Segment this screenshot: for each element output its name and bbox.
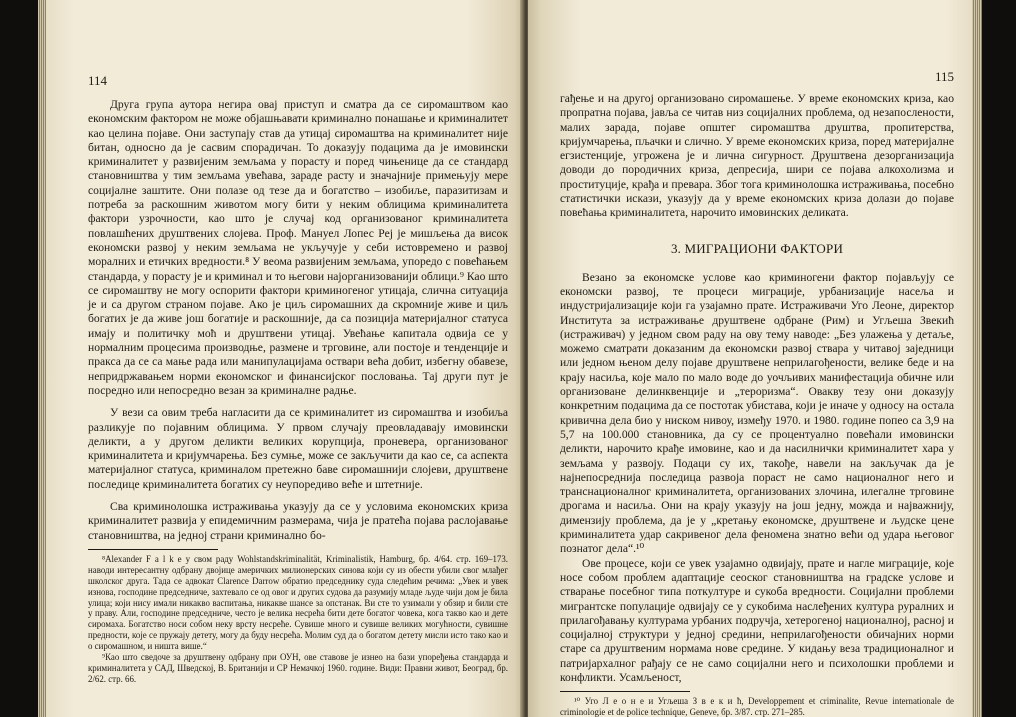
body-paragraph: гађење и на другој организовано сиромашење. У време економских криза, као пропратна појава, јавља се читав низ социјалних проблема, од незапослености, малих зарада, појаве општег сиромаштва друштва, пропитерства, кријумчарења, пљачки и слично. У време економских криза, поред материјалне егзистенције, угрожена је и лична сигурност. Друштвена дезорганизација доводи до породичних криза, депресија, шири се појава алкохолизма и проституције, крађа и превара. Због тога криминолошка истраживања, посебно статистички искази, указују да у време економских криза долази до појаве повећања криминалитета, нарочито имовинских деликата.: [560, 92, 954, 220]
footnote: ¹⁰ Уго Л е о н е и Угљеша З в е к и ћ, Developpement et criminalite, Revue internationale de criminologie et de police technique, Geneve, бр. 3/87. стр. 271–285.: [560, 696, 954, 717]
footnote-rule: [88, 549, 218, 550]
left-page: [46, 0, 524, 717]
body-paragraph: Везано за економске услове као криминогени фактор појављују се економски развој, те процеси миграције, урбанизације насеља и индустријализације који га узајамно прате. Истраживачи Уго Леоне, директор Института за истраживање друштвене одбране (Рим) и Угљеша Звекић (истраживач) у једном свом раду на ову тему наводе: „Без улажења у детаље, можемо сматрати доказаним да економски развој ствара у читавој заједници или једном њеном делу појаве друштвене неприлагођености, велике беде и на крају насиља, које мало по мало воде до уочљивих манифестација обичне или организоване делинквенције и „тероризма“. Овакву тезу они доказују конкретним подацима да се постотак убистава, који је иначе у односу на остала кривична дела био у ниском нивоу, између 1970. и 1980. године попео са 3,9 на 5,7 на 100.000 становника, да су се процентуално повећали имовински деликти, нарочито крађе имовине, као и да насилнички криминалитет хара у земљама у развоју. Подаци су их, такође, навели на закључак да је најнепосреднија последица развоја пораст не само националног него и транснационалног криминалитета, организованих злочина, илегалне трговине дрогама и насиља. Они на крају указују на још једну, можда и најважнију, димензију проблема, да је у „кретању економске, друштвене и људске цене криминалитета удар сакривеног дела феномена знатно већи од удара његовог познатог дела“.¹⁰: [560, 270, 954, 556]
footnote-rule: [560, 691, 690, 692]
footnote: ⁹Као што сведоче за друштвену одбрану при ОУН, ове ставове је изнео на бази упоређења стандарда и криминалитета у САД, Шведској, В. Британији и СР Немачкој 1960. године. Види: Правни живот, Београд, бр. 2/62. стр. 66.: [88, 652, 508, 684]
page-edges-right: [972, 0, 982, 717]
page-number: 115: [934, 69, 954, 84]
body-paragraph: Ове процесе, који се увек узајамно одвијају, прате и нагле миграције, које носе собом проблем адаптације сеоског становништва на градске услове и стварање посебног типа поткултуре и сукоба вредности. Социјални проблеми мигрантске популације одвијају се у сукобима наслеђених култура руралних и прилагођавању културама урбаних подручја, хетерогеној националној, расној и социјалној структури у једној средини, неприлагођености обичајних норми старе са друштвеним нормама нове средине. У кидању веза традиционалног и патријархалног рађају се не само социјални него и психолошки проблеми и конфликти. Усамљеност,: [560, 556, 954, 684]
page-edges-left: [38, 0, 46, 717]
footnote: ⁸Alexander F a l k e у свом раду Wohlstandskriminalität, Kriminalistik, Hamburg, бр. 4/64. стр. 169–173. наводи интересантну одбрану двојице америчких милионерских синова који су из обести убили свог млађег школског друга. Тада се адвокат Clarence Darrow обратио председнику суда следећим речима: „Увек и увек изнова, господине председниче, захтевало се од овог и других судова да разумију младе људе чији дом је била улица; који нису имали никакво васпитања, никакве шансе за опстанак. Ви сте то узимали у обзир и били сте у праву. Али, господине председниче, често је велика несрећа бити дете богатог човека, кога такво као и дете сиромаха. Богатство носи собом неку врсту несреће. Сувише много и сувише великих могућности, сувишне предности, које се пружају детету, могу да буду несрећа. Молим суд да о богатом детету мисли исто тако као и о сиромашном, и ништа више.“: [88, 553, 508, 652]
page-number: 114: [88, 73, 108, 88]
right-page: [528, 0, 972, 717]
body-paragraph: У вези са овим треба нагласити да се криминалитет из сиромаштва и изобиља разликује по појавним облицима. У првом случају преовладавају имовински деликти, а у другом деликти великих корупција, проневера, организованог криминалитета и кријумчарења. Без сумње, може се закључити да као се, са аспекта материјалног статуса, криминалом претежно баве сиромашнији слојеви, друштвене последице криминалитета богатих су неупоредиво веће и штетније.: [88, 406, 508, 491]
section-heading: 3. МИГРАЦИОНИ ФАКТОРИ: [670, 240, 844, 256]
body-paragraph: Друга група аутора негира овај приступ и сматра да се сиромаштвом као економским фактором не може објашњавати криминално понашање и криминалитет као целина појаве. Они заступају став да утицај сиромаштва на криминалитет није битан, односно да је сасвим спорадичан. То доказују подацима да је имовински криминалитет у развијеним земљама у порасту и поред чињенице да се стандард становништва у тим земљама увећава, зараде расту и значајније примењују мере социјалне заштите. Они полазе од тезе да и богатство – изобиље, паразитизам и потреба за раскошним животом могу бити у неким облицима криминалитета фактори узрочности, као што је случај код организованог криминалитета повлашћених друштвених слојева. Проф. Мануел Лопес Реј је мишљења да висок економски развој у неким земљама не укључује у себи истовремено и развој моралних и етичких вредности.⁸ У веома развијеним земљама, упоредо с повећањем стандарда, у порасту је и криминал и то његови најорганизованији облици.⁹ Као што се сиромаштву не могу оспорити фактори криминогеног утицаја, слична ситуација је и са другом страном појаве. Ако је циљ сиромашних да скромније живе и циљ богатих је да живе још богатије и раскошније, да са позиција материјалног статуса имају и политичку моћ и друштвени утицај. Увећање капитала одвија се у нормалним процесима производње, размене и трговине, али постоје и тенденције и пракса да се са мање рада или манипулацијама оствари већа добит, избегну обавезе, непридржавањем норми економског и финансијског пословања. Тај други пут је посредно или непосредно везан за криминалне радње.: [88, 98, 508, 397]
body-paragraph: Сва криминолошка истраживања указују да се у условима економских криза криминалитет развија у епидемичним размерама, чија је пратећа појава раслојавање становништва, на једној страни криминално бо-: [88, 500, 508, 542]
